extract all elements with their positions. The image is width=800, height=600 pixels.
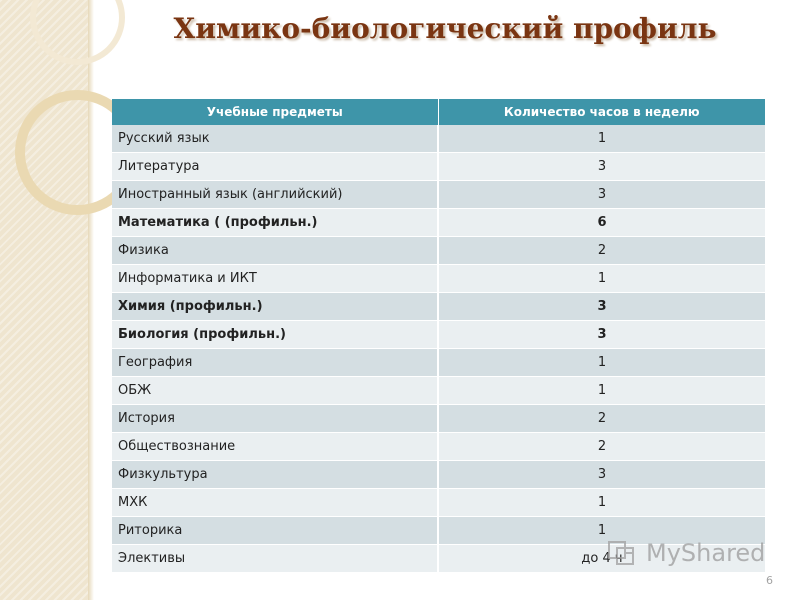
hours-cell: 3 [438,293,765,321]
curriculum-table [112,99,765,573]
subject-cell: Элективы [112,545,438,573]
subject-cell: Иностранный язык (английский) [112,181,438,209]
table-row [112,349,765,377]
header-subjects: Учебные предметы [112,99,438,125]
subject-cell: ОБЖ [112,377,438,405]
table-row [112,153,765,181]
table-row [112,489,765,517]
hours-cell: 3 [438,461,765,489]
table-row [112,405,765,433]
watermark-text: MyShared [646,539,766,567]
subject-cell: Математика ( (профильн.) [112,209,438,237]
hours-cell: 6 [438,209,765,237]
hours-cell: 1 [438,489,765,517]
subject-cell: Информатика и ИКТ [112,265,438,293]
subject-cell: Обществознание [112,433,438,461]
hours-cell: 3 [438,321,765,349]
hours-cell: 2 [438,405,765,433]
hours-cell: 1 [438,125,765,153]
table-row [112,377,765,405]
table-row [112,433,765,461]
hours-cell: 1 [438,377,765,405]
hours-cell: 1 [438,265,765,293]
subject-cell: Биология (профильн.) [112,321,438,349]
myshared-watermark [606,535,771,575]
subject-cell: Физика [112,237,438,265]
subject-cell: Литература [112,153,438,181]
table-row [112,461,765,489]
subject-cell: География [112,349,438,377]
hours-cell: до 4 ч [438,545,765,573]
table-body [112,125,765,573]
hours-cell: 3 [438,153,765,181]
hours-cell: 3 [438,181,765,209]
table-row [112,321,765,349]
subject-cell: МХК [112,489,438,517]
page-number: 6 [766,574,773,587]
table-row [112,125,765,153]
subject-cell: Риторика [112,517,438,545]
table-header-row [112,99,765,125]
subject-cell: Химия (профильн.) [112,293,438,321]
hours-cell: 1 [438,517,765,545]
header-hours: Количество часов в неделю [438,99,765,125]
hours-cell: 2 [438,433,765,461]
subject-cell: Физкультура [112,461,438,489]
subject-cell: История [112,405,438,433]
hours-cell: 1 [438,349,765,377]
table-row [112,209,765,237]
table-row [112,293,765,321]
table-row [112,181,765,209]
slide-title: Химико-биологический профиль [173,12,717,45]
hours-cell: 2 [438,237,765,265]
subject-cell: Русский язык [112,125,438,153]
decorative-band-edge [88,0,94,600]
table-row [112,237,765,265]
table-row [112,265,765,293]
presentation-logo-icon [606,539,640,569]
